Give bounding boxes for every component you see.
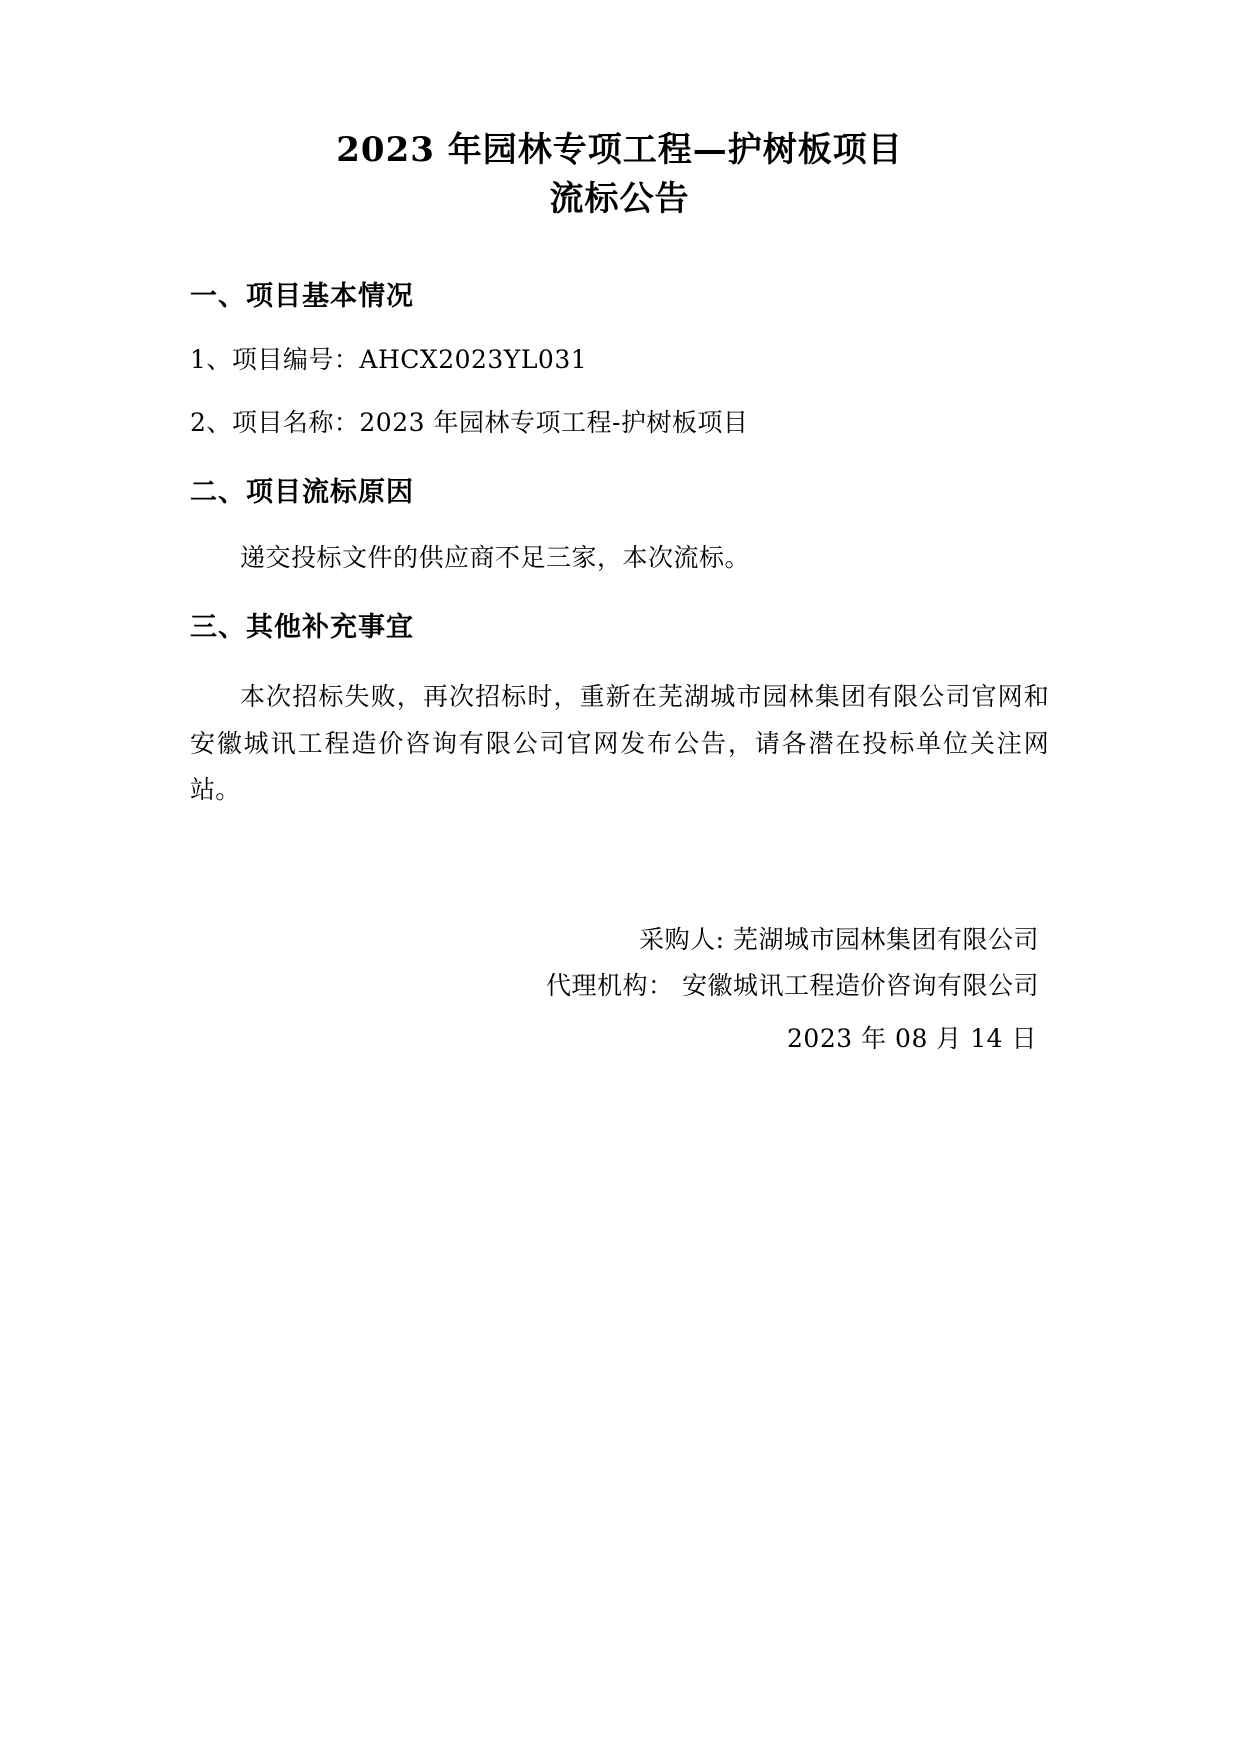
supplement-paragraph: 本次招标失败，再次招标时，重新在芜湖城市园林集团有限公司官网和安徽城讯工程造价咨询有限公司官网发布公告，请各潜在投标单位关注网站。	[190, 682, 1049, 804]
title-line-1: 2023 年园林专项工程—护树板项目	[336, 130, 903, 170]
signature-block	[190, 813, 1049, 1062]
page-title	[190, 0, 1049, 225]
section-heading-failure-reason: 二、项目流标原因	[190, 476, 414, 508]
section-heading-supplement: 三、其他补充事宜	[190, 611, 414, 643]
project-name-line: 2、项目名称：2023 年园林专项工程-护树板项目	[190, 407, 749, 437]
section-heading-basic-info: 一、项目基本情况	[190, 280, 414, 312]
purchaser-line: 采购人: 芜湖城市园林集团有限公司	[639, 925, 1039, 955]
signature-date: 2023 年 08 月 14 日	[787, 1023, 1037, 1053]
title-line-2: 流标公告	[549, 179, 690, 220]
project-number-line: 1、项目编号：AHCX2023YL031	[190, 345, 588, 375]
agency-line: 代理机构： 安徽城讯工程造价咨询有限公司	[546, 971, 1039, 1001]
failure-reason-text: 递交投标文件的供应商不足三家，本次流标。	[240, 543, 751, 573]
